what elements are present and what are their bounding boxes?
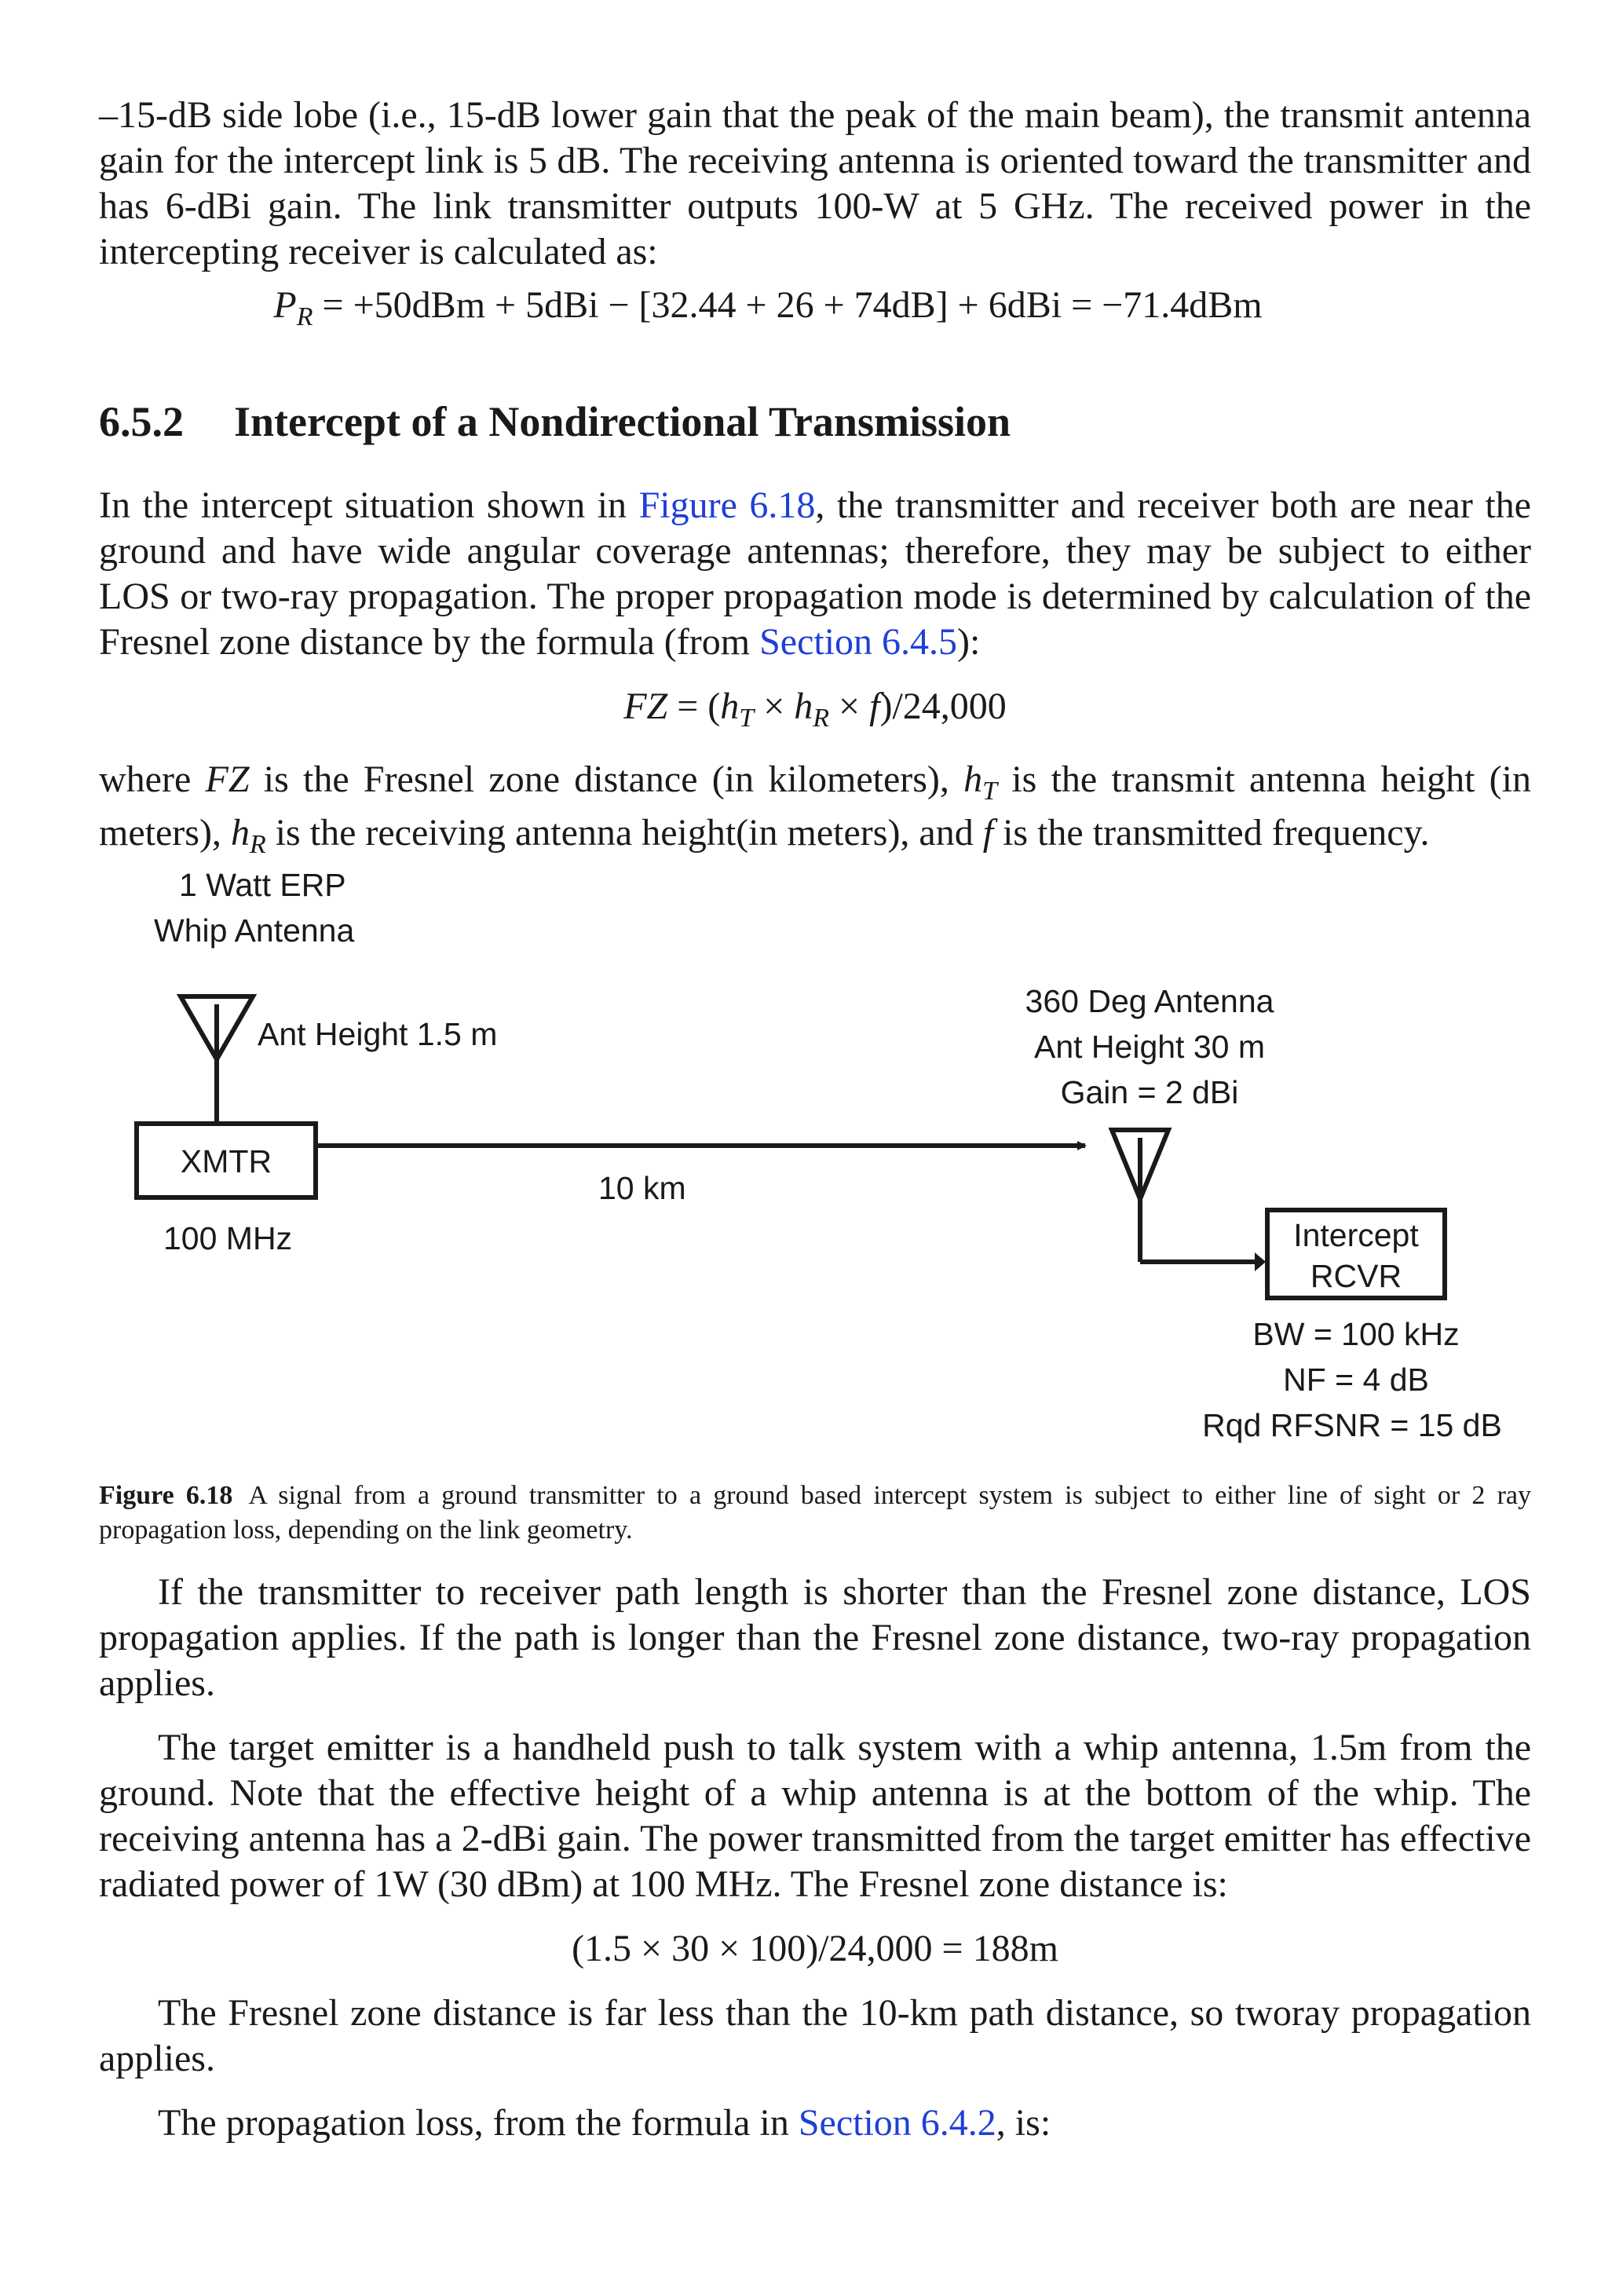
fz-r-sub: R: [813, 703, 830, 733]
rx-gain-label: Gain = 2 dBi: [1060, 1073, 1239, 1110]
where-r-sub: R: [249, 829, 266, 859]
rx-feed-arrow: [1255, 1252, 1266, 1271]
where-h: h: [963, 758, 983, 800]
xmtr-label: XMTR: [180, 1143, 272, 1179]
rcvr-label-line1: Intercept: [1293, 1216, 1419, 1253]
figure-6-18-link[interactable]: Figure 6.18: [638, 484, 816, 526]
receive-antenna-icon: [1112, 1130, 1256, 1262]
eq-rest: = +50dBm + 5dBi − [32.44 + 26 + 74dB] + 6dBi = −71.4dBm: [313, 284, 1263, 326]
paragraph-propagation-loss: [99, 2100, 1531, 2146]
fz-rest: )/24,000: [879, 685, 1007, 727]
section-6-4-5-link[interactable]: Section 6.4.5: [759, 620, 958, 663]
tx-erp-label: 1 Watt ERP: [179, 866, 346, 903]
figure-diagram: [99, 863, 1531, 1475]
figure-caption: [99, 1479, 1531, 1548]
paragraph-target-emitter: The target emitter is a handheld push to talk system with a whip antenna, 1.5m from the ground. Note that the effective height of a whip antenna is at the bottom of the whip. The receiving antenna has a 2-dBi gain. The power transmitted from the target emitter has effective radiated power of 1W (30 dBm) at 100 MHz. The Fresnel zone distance is:: [99, 1726, 1531, 1905]
paragraph-path-length: If the transmitter to receiver path length is shorter than the Fresnel zone distance, LOS propagation applies. If the path is longer than the Fresnel zone distance, two-ray propagation applies.: [99, 1570, 1531, 1704]
rx-noise-figure-label: NF = 4 dB: [1283, 1361, 1429, 1398]
para5-text-b: , is:: [996, 2101, 1051, 2144]
fz-h: h: [720, 685, 740, 727]
where-f: f: [982, 811, 994, 854]
fz-h2: h: [794, 685, 813, 727]
rx-snr-label: Rqd RFSNR = 15 dB: [1202, 1406, 1502, 1443]
where-text-4: is the receiving antenna height(in meters), and: [265, 811, 983, 854]
path-distance-label: 10 km: [598, 1169, 686, 1206]
fz-t-sub: T: [739, 703, 755, 733]
figure-6-18: [99, 863, 1531, 1475]
fz-lhs: FZ: [623, 685, 668, 727]
section-title: Intercept of a Nondirectional Transmission: [234, 398, 1011, 445]
fz-times-1: ×: [754, 685, 795, 727]
where-text-2: is the Fresnel zone distance (in kilometers),: [249, 758, 964, 800]
section-heading: [99, 396, 1531, 448]
paragraph-where: [99, 753, 1531, 860]
where-fz: FZ: [205, 758, 250, 800]
fresnel-calculation-equation: (1.5 × 30 × 100)/24,000 = 188m: [572, 1927, 1058, 1969]
page: [99, 93, 1531, 2146]
fz-times-2: ×: [829, 685, 870, 727]
para1-text-a: In the intercept situation shown in: [99, 484, 639, 526]
paragraph-intercept-situation: [99, 483, 1531, 665]
tx-whip-label: Whip Antenna: [154, 912, 355, 949]
tx-frequency-label: 100 MHz: [163, 1219, 293, 1256]
where-t-sub: T: [982, 776, 998, 806]
section-number: 6.5.2: [99, 398, 184, 445]
fresnel-zone-equation: [99, 684, 1531, 733]
rx-ant-height-label: Ant Height 30 m: [1034, 1028, 1265, 1065]
fz-f: f: [869, 685, 880, 727]
where-h2: h: [230, 811, 250, 854]
received-power-equation: [99, 283, 1531, 331]
fz-eq: = (: [667, 685, 721, 727]
para5-text-a: The propagation loss, from the formula in: [158, 2101, 799, 2144]
where-text-3: is the transmit antenna height (in meters),: [99, 758, 1531, 854]
rcvr-label-line2: RCVR: [1310, 1257, 1402, 1294]
where-text-1: where: [99, 758, 206, 800]
caption-label: Figure 6.18: [99, 1480, 233, 1510]
intro-paragraph: –15-dB side lobe (i.e., 15-dB lower gain that the peak of the main beam), the transmit antenna gain for the intercept link is 5 dB. The receiving antenna is oriented toward the transmitter and has 6-dBi gain. The link transmitter outputs 100-W at 5 GHz. The received power in the intercepting receiver is calculated as:: [99, 94, 1531, 272]
para1-text-b: , the transmitter and receiver both are near the ground and have wide angular coverage antennas; therefore, they may be subject to either LOS or two-ray propagation. The proper propagation mode is determined by calculation of the Fresnel zone distance by the formula (from: [99, 484, 1531, 663]
rx-bandwidth-label: BW = 100 kHz: [1252, 1315, 1460, 1352]
transmit-antenna-icon: [181, 996, 253, 1122]
paragraph-tworay: The Fresnel zone distance is far less than the 10-km path distance, so tworay propagation applies.: [99, 1991, 1531, 2079]
where-text-5: is the transmitted frequency.: [993, 811, 1430, 854]
caption-text: A signal from a ground transmitter to a ground based intercept system is subject to either line of sight or 2 ray propagation loss, depending on the link geometry.: [99, 1480, 1531, 1545]
section-6-4-2-link[interactable]: Section 6.4.2: [798, 2101, 996, 2144]
tx-ant-height-label: Ant Height 1.5 m: [258, 1015, 498, 1052]
para1-text-c: ):: [957, 620, 981, 663]
eq-sub-r: R: [296, 302, 313, 331]
eq-var-p: P: [273, 284, 297, 326]
rx-antenna-type-label: 360 Deg Antenna: [1025, 982, 1274, 1019]
